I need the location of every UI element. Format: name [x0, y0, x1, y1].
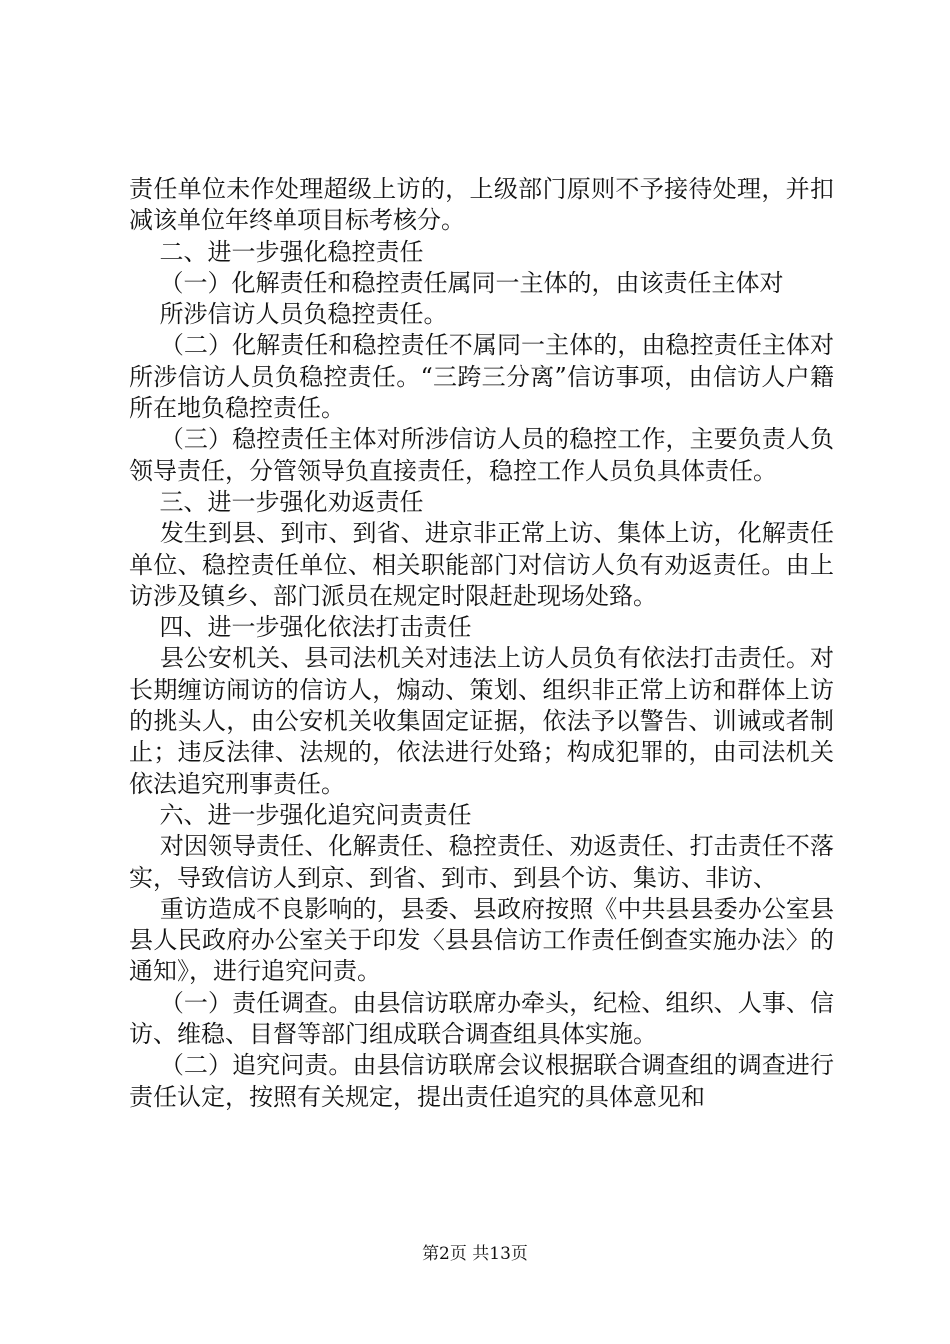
page-number-footer: 第2页 共13页	[422, 1244, 528, 1264]
paragraph: （二）化解责任和稳控责任不属同一主体的，由稳控责任主体对所涉信访人员负稳控责任。“三跨三分离”信访事项，由信访人户籍所在地负稳控责任。	[129, 331, 835, 423]
paragraph: 责任单位未作处理超级上访的，上级部门原则不予接待处理，并扣减该单位年终单项目标考核分。	[129, 175, 834, 235]
paragraph: 所涉信访人员负稳控责任。	[129, 300, 448, 329]
section-heading: 二、进一步强化稳控责任	[129, 237, 424, 266]
paragraph: 县公安机关、县司法机关对违法上访人员负有依法打击责任。对长期缠访闹访的信访人，煽动、策划、组织非正常上访和群体上访的挑头人，由公安机关收集固定证据，依法予以警告、训诫或者制止；违反法律、法规的，依法进行处臵；构成犯罪的，由司法机关依法追究刑事责任。	[129, 644, 835, 798]
section-heading: 四、进一步强化依法打击责任	[129, 613, 472, 642]
paragraph: 重访造成不良影响的，县委、县政府按照《中共县县委办公室县县人民政府办公室关于印发〈县县信访工作责任倒查实施办法〉的通知》，进行追究问责。	[129, 894, 835, 986]
paragraph: （三）稳控责任主体对所涉信访人员的稳控工作，主要负责人负领导责任，分管领导负直接责任，稳控工作人员负具体责任。	[129, 425, 835, 485]
paragraph: （二）追究问责。由县信访联席会议根据联合调查组的调查进行责任认定，按照有关规定，提出责任追究的具体意见和	[129, 1051, 835, 1111]
section-heading: 三、进一步强化劝返责任	[129, 487, 424, 516]
paragraph: （一）责任调查。由县信访联席办牵头，纪检、组织、人事、信访、维稳、目督等部门组成联合调查组具体实施。	[129, 988, 835, 1049]
section-heading: 六、进一步强化追究问责责任	[129, 800, 472, 829]
paragraph: 发生到县、到市、到省、进京非正常上访、集体上访，化解责任单位、稳控责任单位、相关职能部门对信访人负有劝返责任。由上访涉及镇乡、部门派员在规定时限赶赴现场处臵。	[129, 519, 835, 610]
paragraph: 对因领导责任、化解责任、稳控责任、劝返责任、打击责任不落实，导致信访人到京、到省、到市、到县个访、集访、非访、	[129, 832, 835, 892]
paragraph: （一）化解责任和稳控责任属同一主体的，由该责任主体对	[129, 268, 784, 297]
document-body	[129, 174, 834, 1113]
